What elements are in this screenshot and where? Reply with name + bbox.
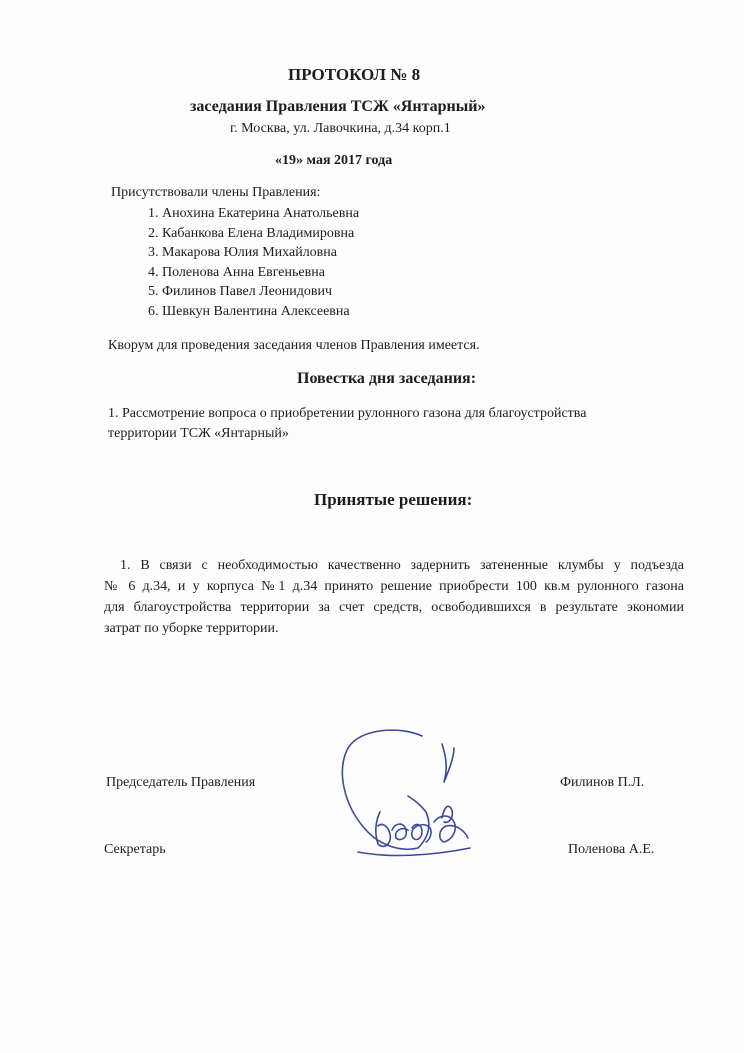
- list-item: 4. Поленова Анна Евгеньевна: [148, 264, 325, 280]
- signature-stroke: [442, 744, 454, 782]
- decisions-heading: Принятые решения:: [314, 490, 473, 509]
- list-item: 6. Шевкун Валентина Алексеевна: [148, 303, 350, 319]
- quorum-statement: Кворум для проведения заседания членов Правления имеется.: [108, 338, 480, 353]
- address: г. Москва, ул. Лавочкина, д.34 корп.1: [230, 121, 451, 136]
- signature-stroke: [392, 824, 408, 840]
- present-label: Присутствовали члены Правления:: [111, 185, 321, 200]
- secretary-label: Секретарь: [104, 842, 166, 857]
- secretary-name: Поленова А.Е.: [568, 842, 655, 857]
- list-item: 1. Анохина Екатерина Анатольевна: [148, 206, 360, 221]
- meeting-date: «19» мая 2017 года: [275, 153, 393, 168]
- signature-stroke: [442, 806, 452, 822]
- agenda-line: 1. Рассмотрение вопроса о приобретении рулонного газона для благоустройства: [108, 406, 587, 421]
- member-list: [148, 207, 359, 325]
- protocol-subtitle: заседания Правления ТСЖ «Янтарный»: [190, 98, 486, 115]
- list-item: 2. Кабанкова Елена Владимировна: [148, 225, 355, 241]
- decision-paragraph: [104, 555, 684, 639]
- agenda-heading: Повестка дня заседания:: [297, 370, 477, 387]
- signature-strokes: [342, 730, 470, 855]
- decision-line: № 6 д.34, и у корпуса №1 д.34 принято решение приобрести 100 кв.м рулонного газона: [104, 579, 684, 594]
- signature-stroke: [376, 812, 390, 846]
- list-item: 5. Филинов Павел Леонидович: [148, 284, 333, 300]
- agenda-item: [108, 404, 668, 444]
- handwritten-signature: [330, 726, 490, 871]
- decision-line: для благоустройства территории за счет средств, освободившихся в результате экономии: [104, 600, 684, 615]
- chair-label: Председатель Правления: [106, 775, 256, 790]
- list-item: 3. Макарова Юлия Михайловна: [148, 245, 337, 261]
- signature-stroke: [342, 730, 428, 849]
- decision-line: 1. В связи с необходимостью качественно задернить затененные клумбы у подъезда: [120, 558, 684, 573]
- agenda-line: территории ТСЖ «Янтарный»: [108, 426, 289, 441]
- protocol-title: ПРОТОКОЛ № 8: [288, 65, 421, 84]
- chair-name: Филинов П.Л.: [560, 775, 645, 790]
- decision-line: затрат по уборке территории.: [104, 621, 279, 636]
